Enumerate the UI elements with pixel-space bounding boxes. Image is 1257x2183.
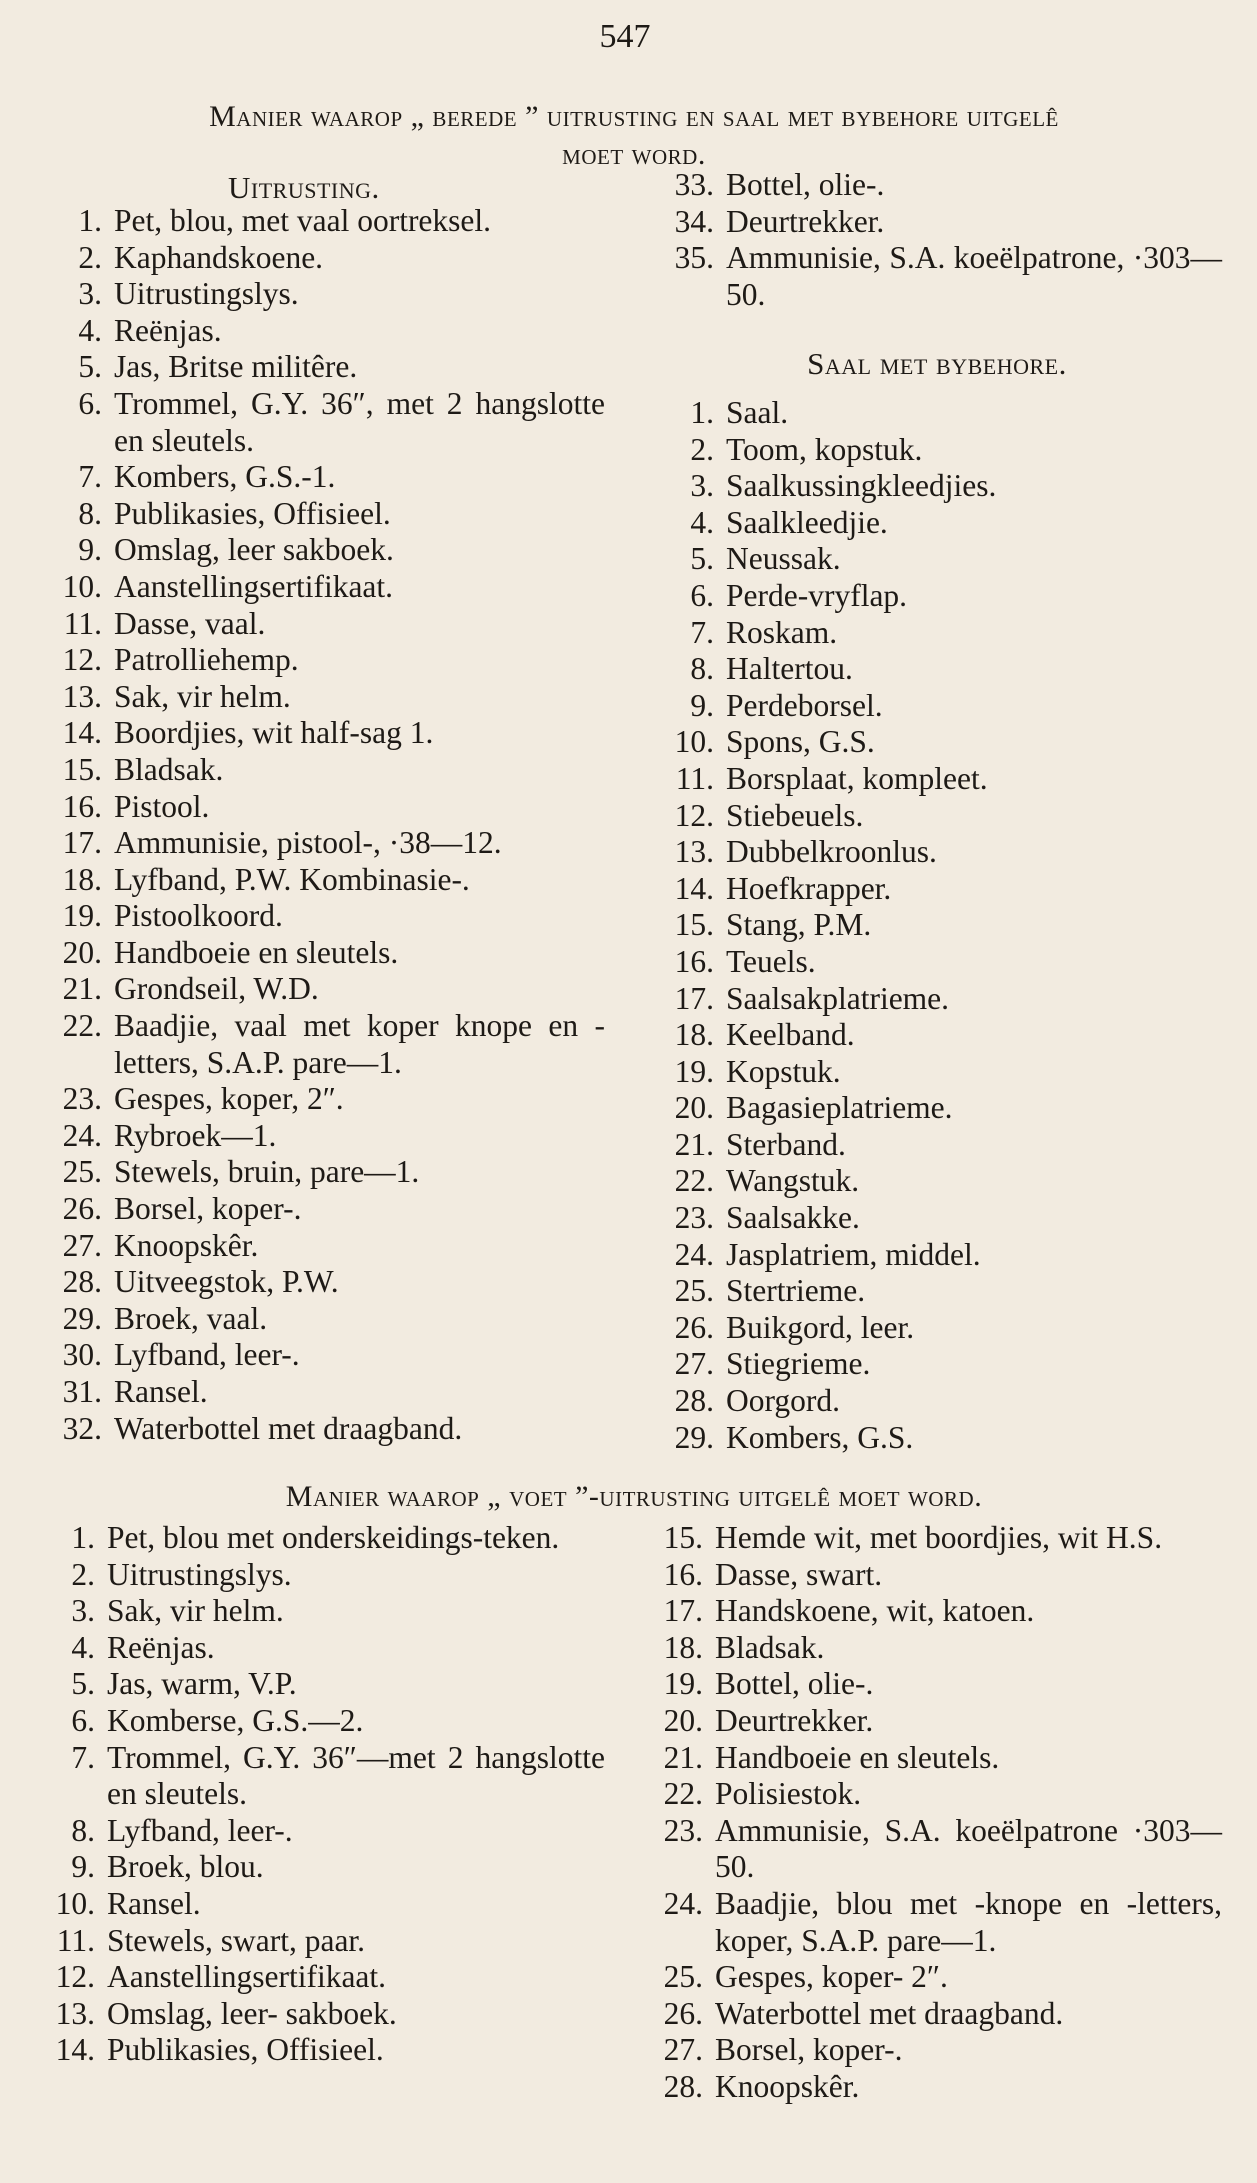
list-item (40, 1081, 605, 1118)
page-number: 547 (599, 18, 651, 55)
item-number: 10. (55, 1885, 95, 1921)
list-item (40, 1264, 605, 1301)
item-number: 12. (674, 797, 714, 833)
item-text: Deurtrekker. (715, 1702, 874, 1738)
uitrusting-list (40, 203, 605, 1447)
list-item (652, 1127, 1222, 1164)
item-number: 31. (62, 1374, 102, 1409)
list-item (40, 1557, 605, 1594)
list-item (40, 496, 605, 533)
item-text: Haltertou. (726, 651, 853, 687)
list-item (646, 1776, 1222, 1813)
item-text: Stewels, swart, paar. (107, 1922, 366, 1958)
item-number: 7. (690, 614, 714, 650)
item-number: 18. (674, 1017, 714, 1053)
item-number: 19. (62, 898, 102, 934)
list-item (646, 1593, 1222, 1630)
item-text: Ammunisie, pistool-, ·38—12. (114, 825, 502, 861)
list-item (646, 2069, 1222, 2106)
item-number: 17. (663, 1593, 703, 1629)
item-number: 3. (690, 468, 714, 504)
list-item (652, 1273, 1222, 1310)
item-number: 13. (674, 834, 714, 870)
list-item (40, 349, 605, 386)
item-text: Saalsakplatrieme. (726, 980, 950, 1016)
item-number: 19. (674, 1053, 714, 1089)
item-text: Kombers, G.S. (726, 1419, 914, 1455)
list-item (652, 834, 1222, 871)
item-text: Saal. (726, 395, 789, 430)
item-number: 11. (675, 760, 714, 796)
list-item (40, 276, 605, 313)
item-text: Stiegrieme. (726, 1346, 871, 1382)
item-text: Grondseil, W.D. (114, 971, 319, 1007)
list-item (652, 1017, 1222, 1054)
item-number: 27. (62, 1227, 102, 1263)
item-number: 30. (62, 1337, 102, 1373)
item-text: Stertrieme. (726, 1273, 866, 1309)
item-text: Handboeie en sleutels. (114, 934, 399, 970)
item-text: Broek, vaal. (114, 1300, 268, 1336)
item-text: Bladsak. (715, 1629, 825, 1665)
item-text: Reënjas. (114, 312, 222, 348)
item-number: 23. (62, 1081, 102, 1117)
item-number: 35. (674, 240, 714, 276)
item-number: 14. (674, 870, 714, 906)
item-text: Broek, blou. (107, 1849, 264, 1885)
item-number: 16. (62, 788, 102, 824)
list-item (652, 1346, 1222, 1383)
list-item (652, 468, 1222, 505)
item-text: Teuels. (726, 943, 816, 979)
item-text: Publikasies, Offisieel. (107, 2032, 384, 2068)
list-item (40, 898, 605, 935)
item-number: 18. (663, 1629, 703, 1665)
item-number: 21. (62, 971, 102, 1007)
list-item (646, 1813, 1222, 1886)
list-item (652, 1383, 1222, 1420)
item-text: Saalkussingkleedjies. (726, 468, 997, 504)
list-item (646, 1996, 1222, 2033)
item-text: Keelband. (726, 1017, 855, 1053)
item-text: Handboeie en sleutels. (715, 1739, 1000, 1775)
item-number: 9. (690, 687, 714, 723)
item-text: Ransel. (107, 1885, 201, 1921)
item-text: Pistool. (114, 788, 210, 824)
item-text: Jas, warm, V.P. (107, 1666, 297, 1702)
list-item (652, 395, 1222, 432)
item-text: Uitrustingslys. (114, 276, 299, 312)
item-number: 20. (62, 934, 102, 970)
item-number: 6. (71, 1702, 95, 1738)
item-text: Kaphandskoene. (114, 239, 324, 275)
list-item (40, 1593, 605, 1630)
item-text: Sak, vir helm. (107, 1593, 284, 1629)
item-number: 22. (674, 1163, 714, 1199)
list-item (40, 1520, 605, 1557)
item-text: Spons, G.S. (726, 724, 875, 760)
item-number: 29. (674, 1419, 714, 1455)
item-text: Perde-vryflap. (726, 577, 908, 613)
list-item (40, 313, 605, 350)
uitrusting-heading: Uitrusting. (228, 170, 380, 205)
list-item (652, 1237, 1222, 1274)
item-text: Kombers, G.S.-1. (114, 459, 336, 495)
list-item (40, 1813, 605, 1850)
list-item (40, 1008, 605, 1081)
item-text: Patrolliehemp. (114, 642, 299, 678)
item-number: 24. (62, 1117, 102, 1153)
section1-title (44, 98, 1224, 174)
item-text: Aanstellingsertifikaat. (114, 568, 394, 604)
item-text: Pistoolkoord. (114, 898, 283, 934)
item-number: 23. (663, 1812, 703, 1848)
item-text: Hoefkrapper. (726, 870, 892, 906)
item-number: 13. (55, 1995, 95, 2031)
list-item (40, 1191, 605, 1228)
item-text: Aanstellingsertifikaat. (107, 1959, 387, 1995)
item-text: Omslag, leer sakboek. (114, 532, 394, 568)
item-number: 6. (78, 385, 102, 421)
list-item (40, 1228, 605, 1265)
item-text: Gespes, koper- 2″. (715, 1959, 948, 1995)
voet-list-left (40, 1520, 605, 2069)
item-number: 4. (71, 1629, 95, 1665)
item-number: 27. (674, 1346, 714, 1382)
item-number: 10. (62, 568, 102, 604)
saal-heading: Saal met bybehore. (807, 346, 1067, 381)
item-number: 21. (674, 1126, 714, 1162)
item-number: 17. (674, 980, 714, 1016)
list-item (40, 679, 605, 716)
item-text: Borsel, koper-. (715, 2032, 903, 2068)
list-item (652, 688, 1222, 725)
item-number: 25. (674, 1273, 714, 1309)
item-number: 15. (663, 1520, 703, 1555)
item-number: 16. (674, 943, 714, 979)
item-number: 1. (78, 203, 102, 238)
list-item (40, 715, 605, 752)
item-text: Knoopskêr. (114, 1227, 259, 1263)
item-text: Jasplatriem, middel. (726, 1236, 981, 1272)
list-item (646, 1740, 1222, 1777)
item-number: 24. (674, 1236, 714, 1272)
item-text: Wangstuk. (726, 1163, 860, 1199)
list-item (652, 1054, 1222, 1091)
item-text: Dubbelkroonlus. (726, 834, 937, 870)
item-number: 1. (71, 1520, 95, 1555)
item-text: Gespes, koper, 2″. (114, 1081, 344, 1117)
item-number: 11. (56, 1922, 95, 1958)
item-text: Uitveegstok, P.W. (114, 1264, 339, 1300)
item-text: Trommel, G.Y. 36″, met 2 hangslotte en sleutels. (114, 385, 605, 458)
item-number: 12. (55, 1959, 95, 1995)
item-text: Trommel, G.Y. 36″—met 2 hangslotte en sleutels. (107, 1739, 605, 1812)
item-number: 22. (663, 1776, 703, 1812)
item-text: Waterbottel met draagband. (715, 1995, 1064, 2031)
item-text: Omslag, leer- sakboek. (107, 1995, 397, 2031)
section1-title-line2: moet word. (562, 138, 706, 171)
item-text: Waterbottel met draagband. (114, 1410, 463, 1446)
item-text: Bladsak. (114, 751, 224, 787)
list-item (646, 1666, 1222, 1703)
item-number: 7. (78, 459, 102, 495)
list-item (40, 532, 605, 569)
item-number: 7. (71, 1739, 95, 1775)
item-number: 11. (63, 605, 102, 641)
item-number: 33. (674, 167, 714, 202)
item-number: 3. (78, 276, 102, 312)
item-number: 6. (690, 577, 714, 613)
list-item (40, 459, 605, 496)
item-text: Sterband. (726, 1126, 846, 1162)
item-text: Saalsakke. (726, 1200, 860, 1236)
list-item (40, 1740, 605, 1813)
list-item (646, 1557, 1222, 1594)
list-item (40, 1374, 605, 1411)
item-text: Stang, P.M. (726, 907, 872, 943)
item-text: Boordjies, wit half-sag 1. (114, 715, 434, 751)
item-number: 8. (71, 1812, 95, 1848)
list-item (40, 1996, 605, 2033)
item-number: 2. (690, 431, 714, 467)
item-number: 9. (78, 532, 102, 568)
list-item (652, 907, 1222, 944)
item-number: 28. (62, 1264, 102, 1300)
list-item (652, 944, 1222, 981)
item-text: Bottel, olie-. (715, 1666, 874, 1702)
item-text: Polisiestok. (715, 1776, 862, 1812)
list-item (652, 1310, 1222, 1347)
list-item (40, 1301, 605, 1338)
item-text: Reënjas. (107, 1629, 215, 1665)
section2-title: Manier waarop „ voet ”-uitrusting uitgelê moet word. (285, 1480, 983, 1513)
list-item (646, 1959, 1222, 1996)
list-item (40, 1411, 605, 1448)
item-text: Lyfband, leer-. (114, 1337, 300, 1373)
voet-list-right (646, 1520, 1222, 2106)
item-text: Dasse, vaal. (114, 605, 266, 641)
item-text: Stiebeuels. (726, 797, 864, 833)
item-text: Toom, kopstuk. (726, 431, 923, 467)
item-text: Stewels, bruin, pare—1. (114, 1154, 420, 1190)
item-text: Buikgord, leer. (726, 1309, 915, 1345)
list-item (40, 1154, 605, 1191)
list-item (652, 505, 1222, 542)
item-number: 29. (62, 1300, 102, 1336)
item-text: Knoopskêr. (715, 2068, 860, 2104)
item-number: 15. (674, 907, 714, 943)
list-item (652, 798, 1222, 835)
item-number: 21. (663, 1739, 703, 1775)
list-item (40, 862, 605, 899)
list-item (40, 1118, 605, 1155)
item-text: Bagasieplatrieme. (726, 1090, 953, 1126)
list-item (652, 724, 1222, 761)
item-number: 8. (690, 651, 714, 687)
item-text: Ransel. (114, 1374, 208, 1409)
item-text: Deurtrekker. (726, 203, 885, 239)
item-number: 12. (62, 642, 102, 678)
item-number: 20. (663, 1702, 703, 1738)
item-text: Sak, vir helm. (114, 678, 291, 714)
list-item (40, 1666, 605, 1703)
list-item (652, 651, 1222, 688)
item-text: Perdeborsel. (726, 687, 883, 723)
item-text: Roskam. (726, 614, 838, 650)
item-number: 2. (78, 239, 102, 275)
list-item (646, 1630, 1222, 1667)
list-item (646, 1703, 1222, 1740)
list-item (652, 1200, 1222, 1237)
item-text: Bottel, olie-. (726, 167, 885, 202)
list-item (652, 240, 1222, 313)
item-number: 15. (62, 751, 102, 787)
item-number: 17. (62, 825, 102, 861)
item-text: Ammunisie, S.A. koeëlpatrone ·303—50. (715, 1812, 1222, 1885)
list-item (40, 203, 605, 240)
item-number: 26. (674, 1309, 714, 1345)
item-text: Lyfband, leer-. (107, 1812, 293, 1848)
item-text: Handskoene, wit, katoen. (715, 1593, 1035, 1629)
item-text: Ammunisie, S.A. koeëlpatrone, ·303—50. (726, 240, 1222, 312)
list-item (40, 240, 605, 277)
item-number: 28. (663, 2068, 703, 2104)
list-item (40, 1703, 605, 1740)
item-text: Borsplaat, kompleet. (726, 760, 988, 796)
item-number: 2. (71, 1556, 95, 1592)
item-text: Pet, blou, met vaal oortreksel. (114, 203, 492, 238)
list-item (40, 935, 605, 972)
list-item (40, 1923, 605, 1960)
item-text: Kopstuk. (726, 1053, 841, 1089)
item-number: 19. (663, 1666, 703, 1702)
item-text: Lyfband, P.W. Kombinasie-. (114, 861, 470, 897)
item-number: 26. (62, 1191, 102, 1227)
item-number: 20. (674, 1090, 714, 1126)
item-number: 5. (78, 349, 102, 385)
list-item (652, 167, 1222, 204)
list-item (40, 569, 605, 606)
item-text: Baadjie, vaal met koper knope en -letters, S.A.P. pare—1. (114, 1008, 605, 1080)
item-number: 22. (62, 1008, 102, 1044)
list-item (652, 615, 1222, 652)
item-number: 9. (71, 1849, 95, 1885)
item-number: 1. (690, 395, 714, 430)
list-item (40, 386, 605, 459)
item-number: 18. (62, 861, 102, 897)
list-item (646, 1520, 1222, 1557)
item-text: Neussak. (726, 541, 841, 577)
item-number: 13. (62, 678, 102, 714)
item-number: 8. (78, 495, 102, 531)
item-text: Baadjie, blou met -knope en -letters, koper, S.A.P. pare—1. (715, 1885, 1222, 1958)
item-number: 23. (674, 1200, 714, 1236)
item-number: 25. (663, 1959, 703, 1995)
list-item (652, 761, 1222, 798)
item-number: 3. (71, 1593, 95, 1629)
list-item (40, 606, 605, 643)
item-number: 16. (663, 1556, 703, 1592)
item-text: Komberse, G.S.—2. (107, 1702, 364, 1738)
item-number: 5. (71, 1666, 95, 1702)
list-item (646, 2032, 1222, 2069)
list-item (40, 1337, 605, 1374)
item-number: 34. (674, 203, 714, 239)
list-item (652, 204, 1222, 241)
list-item (652, 1163, 1222, 1200)
uitrusting-list-continued (652, 167, 1222, 313)
item-number: 28. (674, 1383, 714, 1419)
item-number: 26. (663, 1995, 703, 2031)
item-number: 32. (62, 1410, 102, 1446)
item-number: 10. (674, 724, 714, 760)
item-text: Pet, blou met onderskeidings-teken. (107, 1520, 560, 1555)
item-number: 27. (663, 2032, 703, 2068)
list-item (40, 1959, 605, 1996)
list-item (40, 1630, 605, 1667)
item-text: Saalkleedjie. (726, 504, 888, 540)
list-item (652, 1420, 1222, 1457)
list-item (40, 1849, 605, 1886)
list-item (40, 971, 605, 1008)
list-item (40, 2032, 605, 2069)
item-number: 4. (690, 504, 714, 540)
item-number: 14. (62, 715, 102, 751)
list-item (40, 789, 605, 826)
item-text: Uitrustingslys. (107, 1556, 292, 1592)
item-number: 14. (55, 2032, 95, 2068)
list-item (40, 1886, 605, 1923)
list-item (652, 578, 1222, 615)
item-text: Hemde wit, met boordjies, wit H.S. (715, 1520, 1163, 1555)
item-number: 24. (663, 1885, 703, 1921)
list-item (652, 432, 1222, 469)
list-item (652, 981, 1222, 1018)
list-item (652, 871, 1222, 908)
list-item (646, 1886, 1222, 1959)
item-number: 4. (78, 312, 102, 348)
item-text: Publikasies, Offisieel. (114, 495, 391, 531)
item-text: Rybroek—1. (114, 1117, 277, 1153)
section1-title-line1: Manier waarop „ berede ” uitrusting en saal met bybehore uitgelê (209, 100, 1059, 133)
item-text: Oorgord. (726, 1383, 841, 1419)
list-item (652, 1090, 1222, 1127)
item-number: 25. (62, 1154, 102, 1190)
item-number: 5. (690, 541, 714, 577)
list-item (40, 642, 605, 679)
saal-list (652, 395, 1222, 1456)
list-item (652, 541, 1222, 578)
item-text: Borsel, koper-. (114, 1191, 302, 1227)
list-item (40, 752, 605, 789)
list-item (40, 825, 605, 862)
item-text: Dasse, swart. (715, 1556, 883, 1592)
item-text: Jas, Britse militêre. (114, 349, 358, 385)
